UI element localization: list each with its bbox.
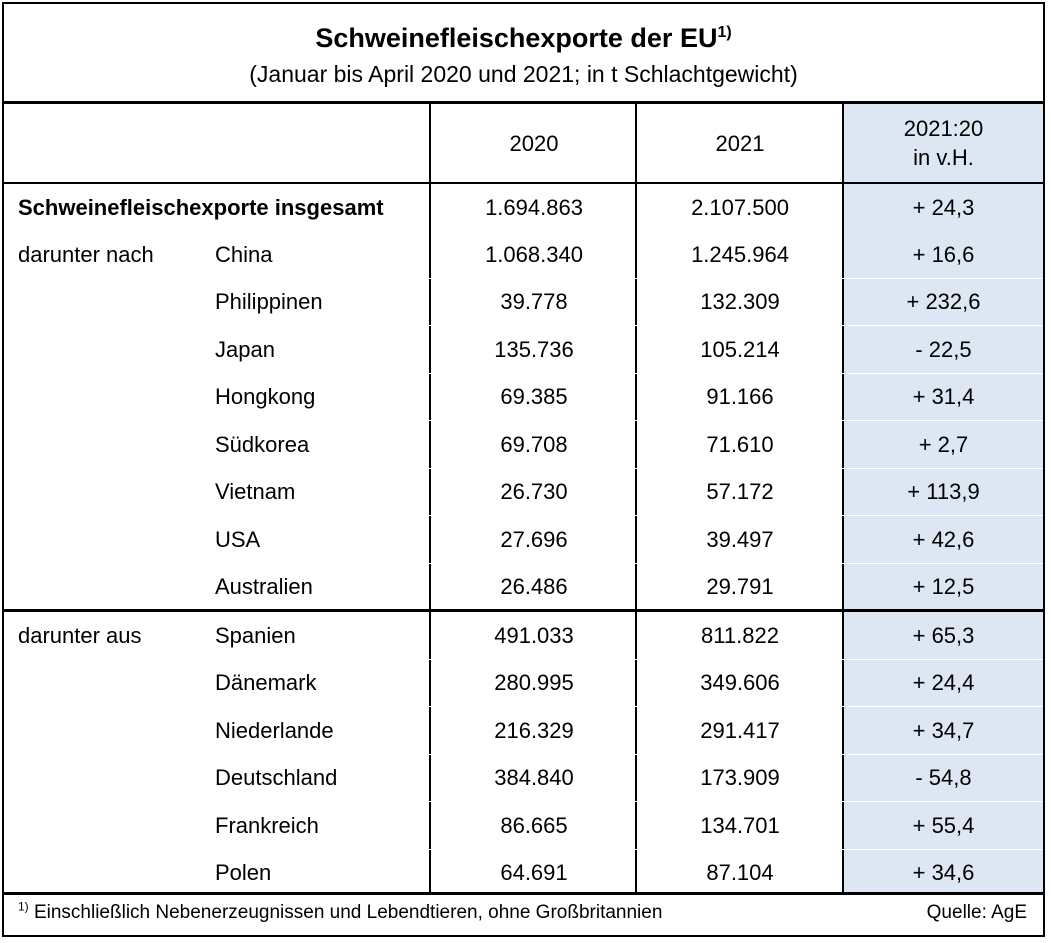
group-label: darunter nach <box>18 241 154 267</box>
change-pct-cell: + 2,7 <box>918 431 969 457</box>
change-pct-cell: + 55,4 <box>912 812 975 838</box>
country-cell: China <box>215 241 273 267</box>
table-row <box>4 755 1043 802</box>
value-2021-cell: 39.497 <box>706 526 774 552</box>
header-change-pct <box>844 104 1043 182</box>
change-pct-cell: + 113,9 <box>907 479 980 504</box>
value-2021-cell: 105.214 <box>700 336 780 362</box>
total-2020: 1.694.863 <box>485 194 583 220</box>
total-row <box>4 184 1043 231</box>
change-pct-cell: + 31,4 <box>912 384 975 409</box>
value-2020-cell: 39.778 <box>500 289 568 314</box>
value-2021-cell: 87.104 <box>706 860 774 885</box>
footnote <box>18 899 663 924</box>
group-label: darunter aus <box>18 622 142 648</box>
change-pct-cell: + 16,6 <box>912 241 975 267</box>
value-2020-cell: 1.068.340 <box>485 241 583 267</box>
value-2021-cell: 29.791 <box>706 574 774 599</box>
country-cell: Niederlande <box>215 717 334 743</box>
value-2020-cell: 384.840 <box>494 765 574 790</box>
value-2021-cell: 57.172 <box>706 479 774 504</box>
total-pct: + 24,3 <box>912 194 975 220</box>
table-row <box>4 231 1043 278</box>
table-row <box>4 469 1043 516</box>
table-row <box>4 660 1043 707</box>
value-2020-cell: 280.995 <box>494 670 574 695</box>
value-2021-cell: 291.417 <box>700 717 780 743</box>
title-footnote-mark: 1) <box>717 24 732 41</box>
table-row <box>4 374 1043 421</box>
country-cell: Deutschland <box>215 765 338 790</box>
value-2020-cell: 216.329 <box>494 717 574 743</box>
country-cell: Vietnam <box>215 479 296 504</box>
country-cell: Dänemark <box>215 670 317 695</box>
country-cell: Australien <box>215 574 313 599</box>
country-cell: Frankreich <box>215 812 319 838</box>
value-2021-cell: 134.701 <box>700 812 780 838</box>
table-row <box>4 707 1043 754</box>
table-row <box>4 850 1043 897</box>
value-2020-cell: 27.696 <box>500 526 568 552</box>
value-2021-cell: 71.610 <box>706 431 774 457</box>
table-title <box>4 22 1043 54</box>
table-row <box>4 326 1043 373</box>
country-cell: Polen <box>215 860 272 885</box>
table-frame <box>2 2 1045 937</box>
value-2020-cell: 135.736 <box>494 336 574 362</box>
country-cell: USA <box>215 526 261 552</box>
change-pct-cell: - 22,5 <box>915 336 972 362</box>
table-row <box>4 802 1043 849</box>
value-2021-cell: 1.245.964 <box>691 241 789 267</box>
table-row <box>4 612 1043 659</box>
value-2021-cell: 349.606 <box>700 670 780 695</box>
value-2021-cell: 173.909 <box>700 765 780 790</box>
footer-divider <box>4 892 1043 895</box>
header-2020: 2020 <box>509 130 559 156</box>
change-pct-cell: + 34,6 <box>912 860 975 885</box>
title-box <box>4 4 1043 104</box>
value-2020-cell: 86.665 <box>500 812 568 838</box>
country-cell: Spanien <box>215 622 296 648</box>
country-cell: Südkorea <box>215 431 310 457</box>
country-cell: Japan <box>215 336 275 362</box>
change-pct-cell: + 232,6 <box>906 289 981 314</box>
header-pct-line1: 2021:20 <box>903 116 984 141</box>
header-pct-line2: in v.H. <box>913 145 974 170</box>
footnote-text: Einschließlich Nebenerzeugnissen und Lebendtieren, ohne Großbritannien <box>33 902 663 923</box>
value-2020-cell: 69.385 <box>500 384 568 409</box>
total-label: Schweinefleischexporte insgesamt <box>18 194 384 220</box>
value-2020-cell: 69.708 <box>500 431 568 457</box>
value-2021-cell: 811.822 <box>701 622 779 648</box>
value-2021-cell: 132.309 <box>700 289 780 314</box>
title-text: Schweinefleischexporte der EU <box>315 23 718 53</box>
header-row <box>4 104 1043 184</box>
table-row <box>4 421 1043 468</box>
change-pct-cell: + 12,5 <box>912 574 975 599</box>
change-pct-cell: + 42,6 <box>912 526 975 552</box>
total-2021: 2.107.500 <box>691 194 789 220</box>
footnote-mark: 1) <box>18 899 29 914</box>
change-pct-cell: + 65,3 <box>912 622 975 648</box>
table-subtitle: (Januar bis April 2020 und 2021; in t Schlachtgewicht) <box>249 61 798 87</box>
table-row <box>4 279 1043 326</box>
change-pct-cell: - 54,8 <box>915 765 972 790</box>
source-note: Quelle: AgE <box>926 902 1027 923</box>
table-row <box>4 516 1043 563</box>
value-2020-cell: 26.730 <box>500 479 568 504</box>
value-2020-cell: 26.486 <box>500 574 568 599</box>
country-cell: Philippinen <box>215 289 323 314</box>
change-pct-cell: + 24,4 <box>912 670 975 695</box>
table-row <box>4 564 1043 611</box>
header-2021: 2021 <box>715 130 765 156</box>
change-pct-cell: + 34,7 <box>912 717 975 743</box>
value-2020-cell: 491.033 <box>494 622 574 648</box>
value-2021-cell: 91.166 <box>706 384 774 409</box>
country-cell: Hongkong <box>215 384 316 409</box>
value-2020-cell: 64.691 <box>500 860 568 885</box>
